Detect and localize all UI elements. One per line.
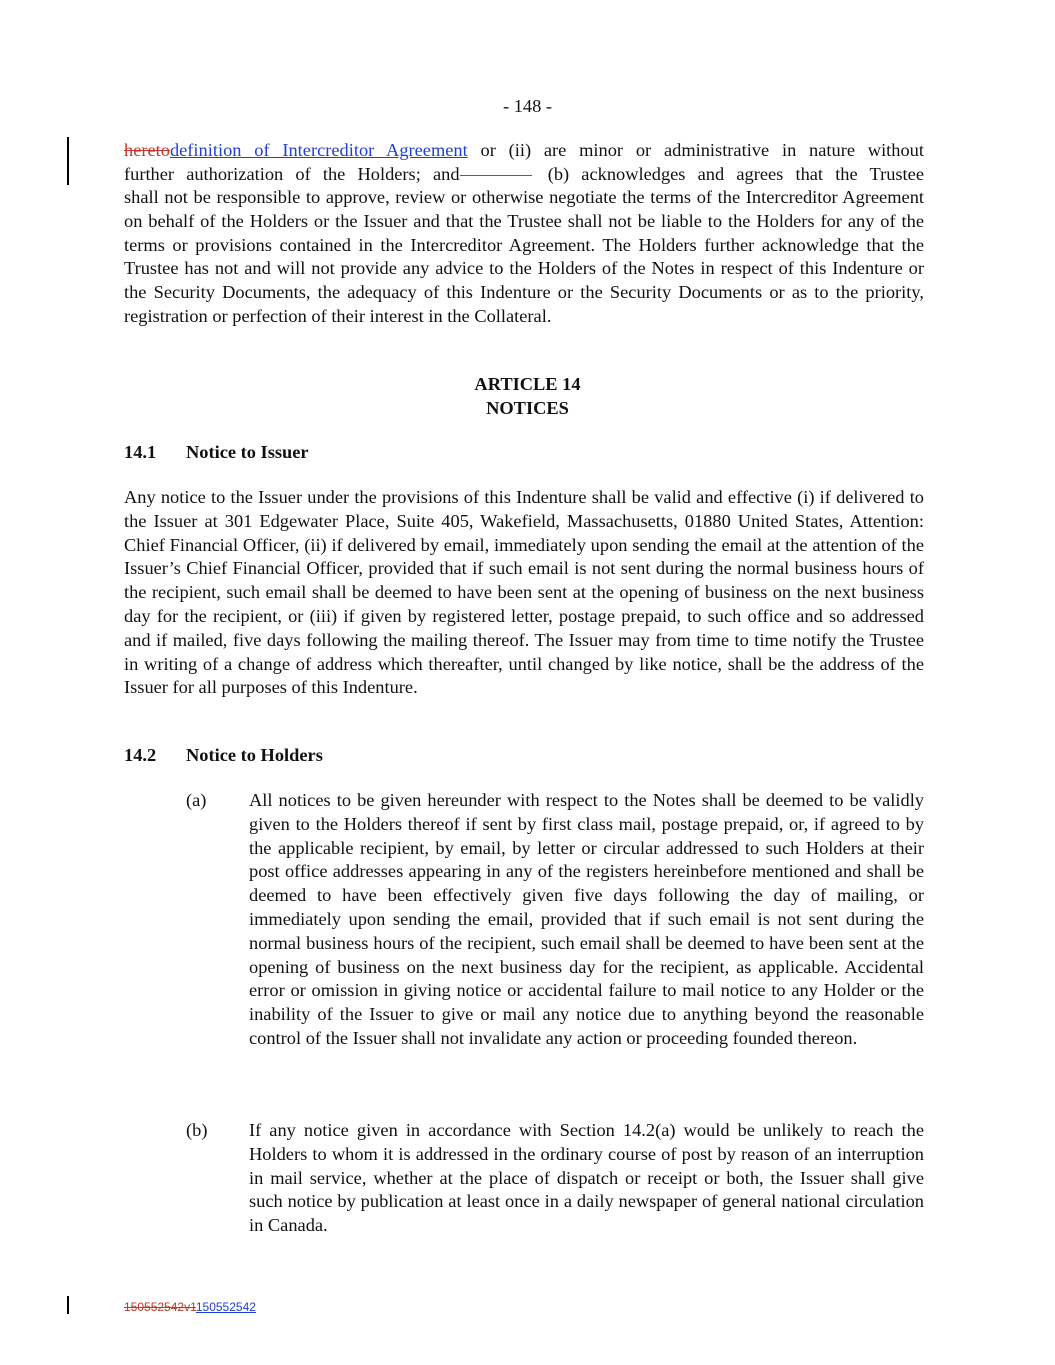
section-number: 14.2 (124, 745, 157, 765)
item-label-b: (b) (186, 1120, 208, 1140)
page-number: - 148 - (502, 96, 553, 116)
intro-line-2-rest: (b) acknowledges and agrees that the Trustee (535, 164, 924, 184)
item-text-b: If any notice given in accordance with Section 14.2(a) would be unlikely to reach the Holders to whom it is addressed in the ordinary course of post by reason of an interruption in mail service, whether at the place of dispatch or receipt or both, the Issuer shall give such notice by publication at least once in a daily newspaper of general national circulation in Canada. (249, 1120, 924, 1236)
change-bar (67, 137, 69, 185)
change-bar (67, 1296, 69, 1314)
intro-line-1 (124, 139, 924, 163)
article-number: ARTICLE 14 (474, 374, 581, 394)
deleted-doc-id: 150552542v1 (124, 1300, 196, 1314)
section-title: Notice to Holders (186, 745, 323, 765)
inserted-link[interactable]: definition of Intercreditor Agreement (169, 140, 468, 160)
intro-line-2-start: further authorization of the Holders; and (124, 164, 460, 184)
article-title: NOTICES (486, 398, 569, 418)
document-id (124, 1299, 256, 1315)
section-14-1-text: Any notice to the Issuer under the provisions of this Indenture shall be valid and effective (i) if delivered to the Issuer at 301 Edgewater Place, Suite 405, Wakefield, Massachusetts, 01880 United States, Attention: Chief Financial Officer, (ii) if delivered by email, immediately upon sending the email at the attention of the Issuer’s Chief Financial Officer, provided that if such email is not sent during the normal business hours of the recipient, such email shall be deemed to have been sent at the opening of business on the next business day for the recipient, or (iii) if given by registered letter, postage prepaid, to such office and so addressed and if mailed, five days following the mailing thereof. The Issuer may from time to time notify the Trustee in writing of a change of address which thereafter, until changed by like notice, shall be the address of the Issuer for all purposes of this Indenture. (124, 487, 924, 698)
intro-line-2 (124, 163, 924, 187)
intro-line-1-rest: or (ii) are minor or administrative in nature without (467, 140, 924, 160)
item-text-a: All notices to be given hereunder with respect to the Notes shall be deemed to be validly given to the Holders thereof if sent by first class mail, postage prepaid, or, if agreed to by the applicable recipient, by email, by letter or circular addressed to such Holders at their post office addresses appearing in any of the registers hereinbefore mentioned and shall be deemed to have been effectively given five days following the day of mailing, or immediately upon sending the email, provided that if such email is not sent during the normal business hours of the recipient, such email shall be deemed to have been sent at the opening of business on the next business day for the recipient, as applicable. Accidental error or omission in giving notice or accidental failure to mail notice to any Holder or the inability of the Issuer to give or mail any notice due to anything beyond the reasonable control of the Issuer shall not invalidate any action or proceeding founded thereon. (249, 790, 924, 1048)
intro-remainder: shall not be responsible to approve, review or otherwise negotiate the terms of the Intercreditor Agreement on behalf of the Holders or the Issuer and that the Trustee shall not be liable to the Holders for any of the terms or provisions contained in the Intercreditor Agreement. The Holders further acknowledge that the Trustee has not and will not provide any advice to the Holders of the Notes in respect of this Indenture or the Security Documents, the adequacy of this Indenture or the Security Documents or as to the priority, registration or perfection of their interest in the Collateral. (124, 187, 924, 326)
section-number: 14.1 (124, 442, 157, 462)
deleted-tab-mark (460, 175, 532, 176)
inserted-doc-id: 150552542 (195, 1300, 256, 1314)
section-title: Notice to Issuer (186, 442, 309, 462)
item-label-a: (a) (186, 790, 207, 810)
section-heading-14-1 (124, 441, 309, 465)
section-heading-14-2 (124, 744, 323, 768)
deleted-text: hereto (124, 140, 170, 160)
